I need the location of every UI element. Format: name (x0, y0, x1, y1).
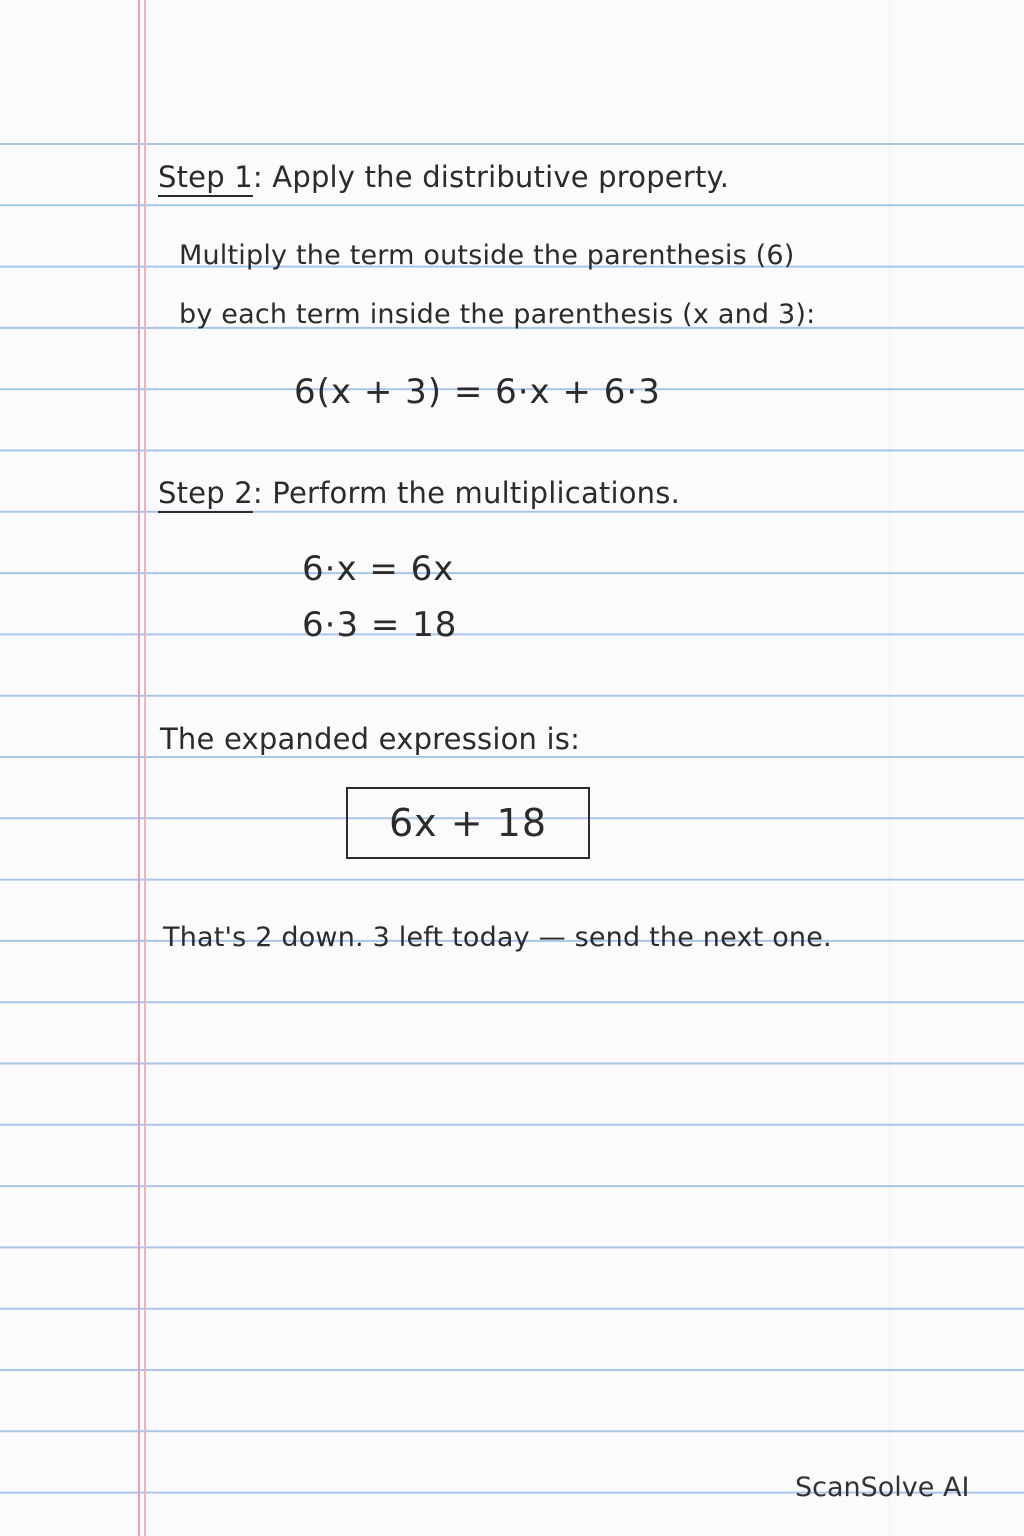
answer-box (346, 787, 590, 859)
margin-line (138, 0, 140, 1536)
margin-line-inner (144, 0, 146, 1536)
brand-footer: ScanSolve AI (795, 1472, 970, 1503)
step1-line1: Multiply the term outside the parenthesis (6) (179, 240, 795, 271)
step2-title: : Perform the multiplications. (252, 476, 680, 510)
closing-note: That's 2 down. 3 left today — send the next one. (163, 922, 832, 953)
step1-label: Step 1 (158, 160, 253, 194)
paper-fold (889, 0, 890, 1536)
step2-equation-1: 6·x = 6x (302, 549, 455, 589)
step2-label: Step 2 (158, 476, 253, 510)
step1-equation: 6(x + 3) = 6·x + 6·3 (294, 372, 661, 412)
step2-equation-2: 6·3 = 18 (302, 605, 458, 645)
answer-value: 6x + 18 (388, 801, 548, 845)
step1-line2: by each term inside the parenthesis (x and 3): (179, 299, 816, 330)
step1-heading (158, 160, 729, 194)
result-intro: The expanded expression is: (160, 722, 581, 756)
step1-title: : Apply the distributive property. (252, 160, 730, 194)
step2-heading (158, 476, 680, 510)
